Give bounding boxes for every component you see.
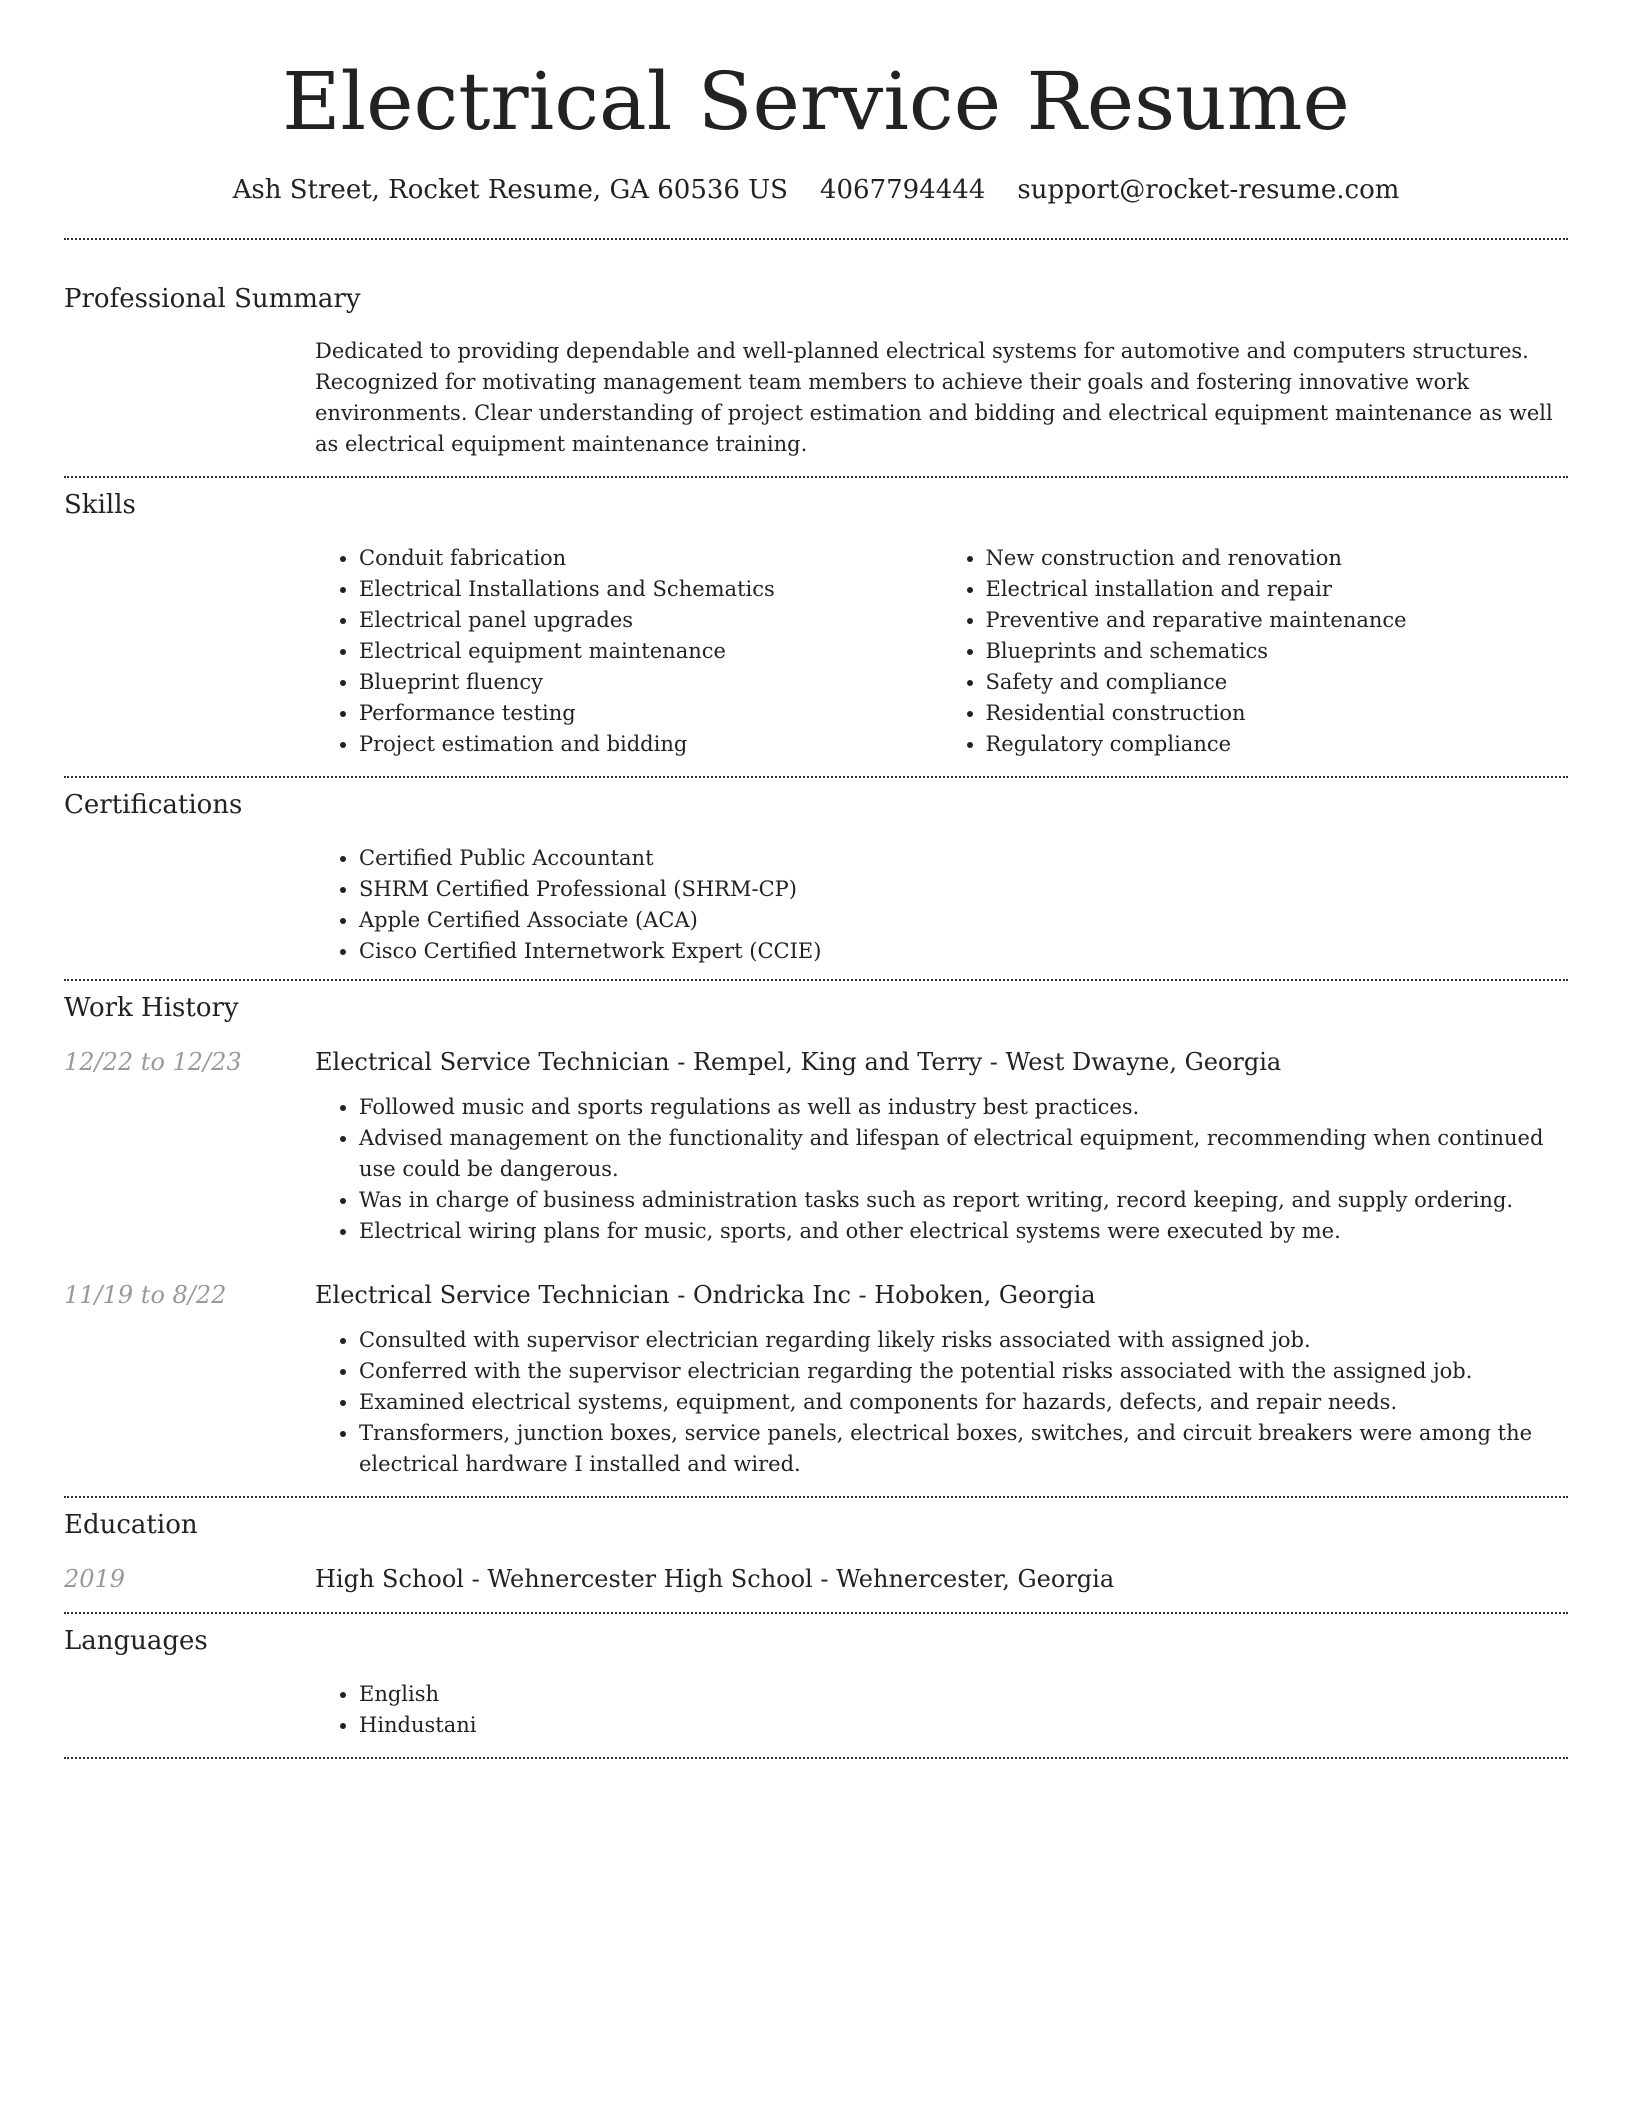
resume-page: [64, 0, 1568, 1759]
job-bullet: • Conferred with the supervisor electrician regarding the potential risks associated with the assigned job.: [359, 1356, 1568, 1387]
job-title: Electrical Service Technician - Ondricka Inc - Hoboken, Georgia: [315, 1281, 1096, 1309]
email-text: support@rocket-resume.com: [1017, 175, 1400, 205]
section-title-summary: Professional Summary: [64, 284, 361, 314]
certification-item: • Apple Certified Associate (ACA): [359, 905, 1568, 936]
job-details: [315, 1325, 1568, 1480]
job-dates: 12/22 to 12/23: [64, 1048, 242, 1076]
skills-list-left: [315, 543, 942, 760]
phone-text: 4067794444: [819, 175, 986, 205]
job-bullet: • Examined electrical systems, equipment, and components for hazards, defects, and repair needs.: [359, 1387, 1568, 1418]
skill-item: • Safety and compliance: [986, 667, 1569, 698]
divider: [64, 1757, 1568, 1759]
skill-item: • Electrical panel upgrades: [359, 605, 942, 636]
languages-section: [64, 1614, 1568, 1757]
job-dates: 11/19 to 8/22: [64, 1281, 227, 1309]
skill-item: • Performance testing: [359, 698, 942, 729]
skills-section: [64, 478, 1568, 776]
certification-item: • Cisco Certified Internetwork Expert (CCIE): [359, 936, 1568, 967]
language-item: • English: [359, 1679, 1568, 1710]
skill-item: • New construction and renovation: [986, 543, 1569, 574]
section-title-languages: Languages: [64, 1626, 208, 1656]
languages-content: [315, 1679, 1568, 1741]
section-title-work-history: Work History: [64, 993, 239, 1023]
certifications-section: [64, 778, 1568, 979]
job-bullet: • Electrical wiring plans for music, sports, and other electrical systems were executed by me.: [359, 1216, 1568, 1247]
skill-item: • Residential construction: [986, 698, 1569, 729]
certification-item: • SHRM Certified Professional (SHRM-CP): [359, 874, 1568, 905]
job-bullet: • Advised management on the functionality and lifespan of electrical equipment, recommending when continued use could be dangerous.: [359, 1123, 1568, 1185]
skill-item: • Electrical Installations and Schematics: [359, 574, 942, 605]
summary-text: Dedicated to providing dependable and well-planned electrical systems for automotive and computers structures. Recognized for motivating management team members to achieve their goals and fostering innovative work environments. Clear understanding of project estimation and bidding and electrical equipment maintenance as well as electrical equipment maintenance training.: [315, 339, 1553, 456]
contact-line: [64, 172, 1568, 208]
job-bullets: [315, 1325, 1568, 1480]
skill-item: • Electrical equipment maintenance: [359, 636, 942, 667]
job-entry: [64, 1045, 1568, 1079]
skill-item: • Blueprints and schematics: [986, 636, 1569, 667]
skills-list-right: [942, 543, 1569, 760]
job-details: [315, 1092, 1568, 1247]
languages-list: [315, 1679, 1568, 1741]
skill-item: • Project estimation and bidding: [359, 729, 942, 760]
certifications-list: [315, 843, 1568, 967]
address-text: Ash Street, Rocket Resume, GA 60536 US: [232, 175, 788, 205]
section-title-education: Education: [64, 1510, 198, 1540]
section-title-certifications: Certifications: [64, 790, 243, 820]
education-year: 2019: [64, 1565, 126, 1593]
section-title-skills: Skills: [64, 490, 136, 520]
education-title: High School - Wehnercester High School - Wehnercester, Georgia: [315, 1565, 1115, 1593]
language-item: • Hindustani: [359, 1710, 1568, 1741]
job-bullet: • Consulted with supervisor electrician regarding likely risks associated with assigned job.: [359, 1325, 1568, 1356]
job-bullet: • Transformers, junction boxes, service panels, electrical boxes, switches, and circuit breakers were among the electrical hardware I installed and wired.: [359, 1418, 1568, 1480]
job-title: Electrical Service Technician - Rempel, King and Terry - West Dwayne, Georgia: [315, 1048, 1282, 1076]
resume-title: Electrical Service Resume: [282, 55, 1350, 148]
education-section: [64, 1498, 1568, 1612]
work-history-section: [64, 981, 1568, 1496]
job-entry: [64, 1278, 1568, 1312]
skills-columns: [315, 543, 1568, 760]
skill-item: • Preventive and reparative maintenance: [986, 605, 1569, 636]
education-entry: [64, 1562, 1568, 1596]
job-bullet: • Followed music and sports regulations as well as industry best practices.: [359, 1092, 1568, 1123]
skill-item: • Blueprint fluency: [359, 667, 942, 698]
skill-item: • Regulatory compliance: [986, 729, 1569, 760]
job-bullet: • Was in charge of business administration tasks such as report writing, record keeping, and supply ordering.: [359, 1185, 1568, 1216]
certifications-content: [315, 843, 1568, 967]
job-bullets: [315, 1092, 1568, 1247]
summary-section: [64, 240, 1568, 476]
skill-item: • Electrical installation and repair: [986, 574, 1569, 605]
skill-item: • Conduit fabrication: [359, 543, 942, 574]
certification-item: • Certified Public Accountant: [359, 843, 1568, 874]
